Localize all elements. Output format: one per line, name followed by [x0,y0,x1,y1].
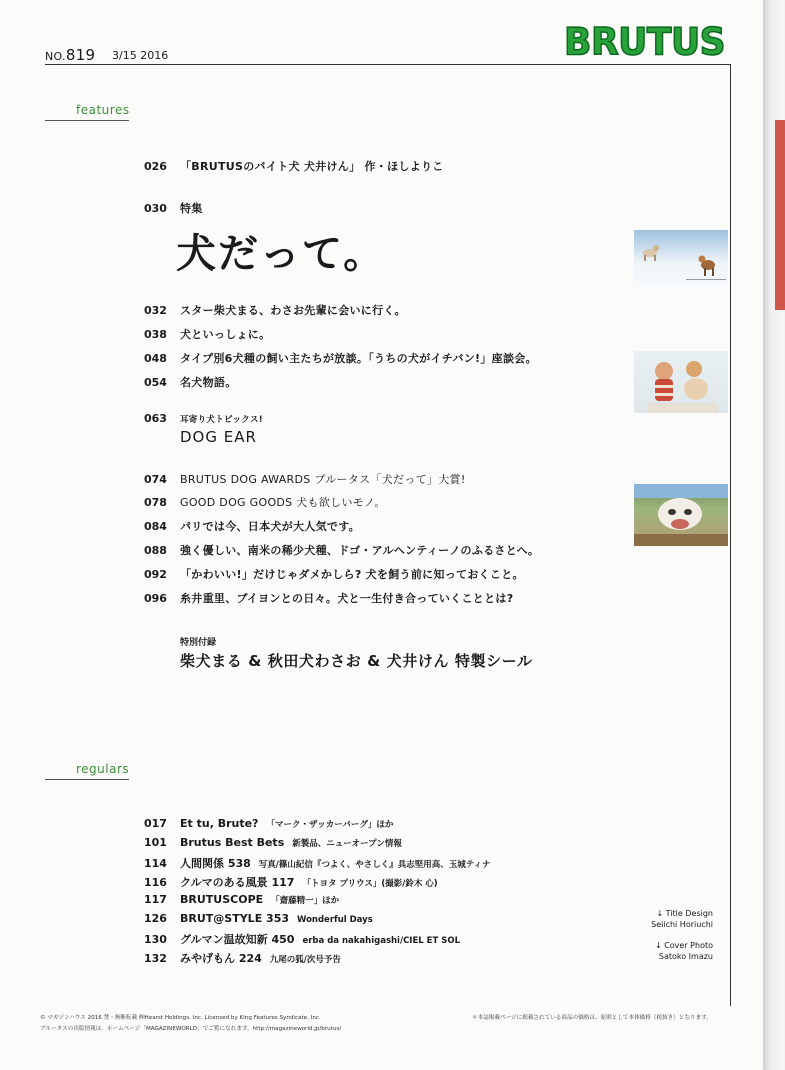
feature-title: 犬だって。 [176,230,386,277]
photo-dogs-snow [634,230,728,288]
regular-row[interactable]: 114 人間関係 538 写真/篠山紀信『つよく、やさしく』具志堅用高、玉城ティナ [144,857,491,870]
photo-child-and-dog [634,351,728,413]
feature-row[interactable]: 054 名犬物語。 [144,376,237,389]
regular-row[interactable]: 117 BRUTUSCOPE 「齋藤精一」ほか [144,893,340,906]
section-label-regulars: regulars [76,762,130,776]
special-tag: 特別付録 [180,638,217,648]
section-rule [45,120,129,121]
issue-number: NO.819 [45,46,96,64]
footer-price-note: ＊本誌掲載ページに掲載されている商品の価格は、原則として本体価格（税抜き）となります。 [472,1015,712,1021]
credit-title-design: ↓ Title Design Seiichi Horiuchi [651,909,713,929]
footer-website[interactable]: ブルータスの出版情報は、ホームページ「MAGAZINEWORLD」でご覧になれます。http://magazineworld.jp/brutus/ [40,1026,342,1032]
feature-row[interactable]: 032 スター柴犬まる、わさお先輩に会いに行く。 [144,304,406,317]
regular-row[interactable]: 101 Brutus Best Bets 新製品、ニューオープン情報 [144,836,402,849]
credit-cover-photo: ↓ Cover Photo Satoko Imazu [654,941,713,961]
feature-row[interactable]: 030 特集 [144,202,203,215]
feature-row[interactable]: 092 「かわいい!」だけじゃダメかしら? 犬を飼う前に知っておくこと。 [144,568,524,581]
next-page-edge [775,120,785,310]
section-rule [45,779,129,780]
feature-row[interactable]: 078 GOOD DOG GOODS 犬も欲しいモノ。 [144,496,386,509]
feature-row[interactable]: 084 パリでは今、日本犬が大人気です。 [144,520,360,533]
regular-row[interactable]: 132 みやげもん 224 九尾の狐/次号予告 [144,952,341,965]
section-label-features: features [76,103,130,117]
feature-row[interactable]: 048 タイプ別6犬種の飼い主たちが放談。「うちの犬がイチバン!」座談会。 [144,352,537,365]
photo-dogo-argentino [634,484,728,546]
special-title: 柴犬まる & 秋田犬わさお & 犬井けん 特製シール [180,652,533,670]
feature-row[interactable]: 026 「BRUTUSのバイト犬 犬井けん」 作・ほしよりこ [144,160,444,173]
regular-row[interactable]: 116 クルマのある風景 117 「トヨタ プリウス」(撮影/鈴木 心) [144,876,438,889]
regular-row[interactable]: 126 BRUT@STYLE 353 Wonderful Days [144,912,373,925]
feature-row[interactable]: 096 糸井重里、ブイヨンとの日々。犬と一生付き合っていくこととは? [144,592,514,605]
issue-date: 3/15 2016 [112,49,169,62]
regular-row[interactable]: 017 Et tu, Brute? 「マーク・ザッカーバーグ」ほか [144,817,394,830]
feature-row[interactable]: 063 耳寄り犬トピックス! [144,412,263,425]
brutus-logo: BRUTUS [564,20,726,65]
feature-row[interactable]: 074 BRUTUS DOG AWARDS ブルータス「犬だって」大賞! [144,473,466,486]
regular-row[interactable]: 130 グルマン温故知新 450 erba da nakahigashi/CIEL ET SOL [144,933,460,946]
dog-ear-title: DOG EAR [180,428,257,446]
feature-row[interactable]: 088 強く優しい、南米の稀少犬種、ドゴ・アルヘンティーノのふるさとへ。 [144,544,540,557]
footer-copyright: © マガジンハウス 2016 禁・無断転載 ㈱Hearst Holdings, Inc. Licensed by King Features Syndicate, Inc. [40,1015,321,1021]
feature-row[interactable]: 038 犬といっしょに。 [144,328,271,341]
